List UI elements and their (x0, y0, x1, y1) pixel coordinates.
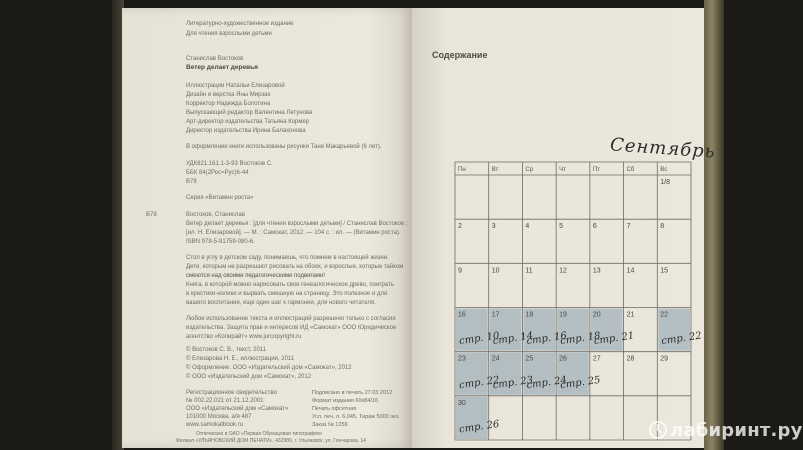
copyright-line: © ООО «Издательский дом «Самокат», 2012 (186, 374, 312, 380)
book-title: Ветер делает деревья (186, 64, 258, 71)
calendar-day-number: 26 (559, 355, 567, 363)
blurb-line: в крестики-нолики и вырвать смешную на страницу. Это полезное и для (186, 291, 388, 297)
print-info-line: Формат издания 60х84/16 (312, 398, 379, 404)
watermark-text: лабиринт.ру (670, 420, 803, 441)
calendar-handwritten-note: стр. 16 (525, 330, 568, 348)
calendar-day-number: 24 (491, 355, 500, 363)
copyright-line: © Оформление. ООО «Издательский дом «Самокат», 2012 (186, 365, 352, 371)
calendar-day-number: 1/8 (660, 179, 671, 186)
calendar-day-number: 3 (491, 223, 496, 231)
calendar-day-number: 5 (559, 223, 564, 231)
registration-line: № 002.22.021 от 21.12.2001 (186, 398, 264, 404)
calendar-weekday-label: Ср (525, 167, 534, 173)
calendar-day-number: 25 (525, 355, 534, 363)
blurb-line: Стол в углу в детском саду, понимаешь, что помнем в настоящей жизни. (186, 255, 389, 261)
calendar-weekday-label: Чт (559, 167, 566, 173)
calendar-handwritten-note: стр. 10 (458, 330, 501, 348)
rights-line: агентство «Копирайт» www.jurcopyright.ru (186, 334, 302, 340)
calendar-day-number: 22 (660, 311, 669, 319)
credit-line: Иллюстрации Натальи Елизаровой (186, 83, 285, 89)
calendar-handwritten-note: стр. 18 (559, 330, 602, 348)
credit-line: Выпускающий редактор Валентина Летунова (186, 110, 313, 116)
calendar-day-number: 2 (458, 223, 462, 231)
calendar-grid (455, 162, 703, 440)
print-info-line: Заказ № 1259 (312, 422, 348, 428)
calendar-handwritten-note: стр. 23 (492, 374, 534, 392)
header-line: Литературно-художественное издание (186, 21, 294, 27)
calendar-weekday-label: Вс (660, 167, 668, 173)
credit-line: Дизайн и верстка Яны Мирзах (186, 92, 271, 98)
print-info-line: Подписано в печать 27.03.2012 (312, 390, 393, 396)
registration-line: 101000 Москва, а/я 487 (186, 414, 252, 420)
catalog-line: Востоков, Станислав (186, 212, 245, 218)
registration-line: ООО «Издательский дом «Самокат» (186, 406, 289, 412)
calendar-day-number: 18 (525, 311, 534, 319)
catalog-line: Ветер делает деревья : [для чтения взрослыми детьми] / Станислав Востоков ; (186, 221, 408, 227)
blurb-line: смеются над своими педагогическими подвигами! (186, 273, 326, 279)
calendar-handwritten-note: стр. 26 (458, 418, 501, 436)
calendar-day-number: 15 (660, 267, 669, 275)
calendar-handwritten-note: стр. 21 (593, 330, 635, 348)
blurb-line: вашего воспитания, еще один шаг к гармонии, для нового читателя. (186, 300, 376, 306)
print-info-line: Печать офсетная (312, 406, 357, 412)
calendar-handwritten-note: стр. 22 (458, 374, 501, 392)
classification-code: УДК821.161.1-3-93 Востоков С. (186, 161, 273, 167)
calendar-svg (455, 162, 703, 440)
rights-line: Любое использование текста и иллюстраций разрешено только с согласия (186, 316, 396, 322)
calendar-handwritten-note: стр. 24 (525, 374, 568, 392)
calendar-day-number: 30 (458, 399, 466, 407)
calendar-weekday-label: Пт (592, 167, 600, 173)
registration-line: Регистрационное свидетельство (186, 390, 277, 396)
calendar-day-number: 6 (592, 223, 597, 231)
copyright-line: © Елизарова Н. Е., иллюстрации, 2011 (186, 356, 295, 362)
calendar-day-number: 7 (626, 223, 631, 231)
header-line: Для чтения взрослыми детьми (186, 31, 272, 37)
calendar-weekday-label: Пн (458, 167, 466, 173)
calendar-day-number: 14 (626, 267, 635, 275)
calendar-day-number: 28 (626, 355, 635, 363)
imprint-page (122, 8, 412, 448)
credit-line: Арт-директор издательства Татьяна Кормер (186, 119, 310, 125)
classification-code: В78 (186, 179, 197, 185)
calendar-month-title: Сентябрь (609, 134, 717, 163)
calendar-day-number: 17 (491, 311, 500, 319)
credits-note: В оформлении книги использованы рисунки Тани Макарьевой (6 лет). (186, 144, 382, 150)
calendar-day-number: 4 (525, 223, 530, 231)
calendar-day-number: 12 (559, 267, 567, 275)
credit-line: Директор издательства Ирина Балахонова (186, 128, 306, 134)
blurb-line: Дети, которым не разрешают рисовать на обоях, и взрослые, которые тайком (186, 264, 404, 270)
classification-code: ББК 84(2Рос=Рус)6-44 (186, 170, 249, 176)
series-name: Серия «Витамин роста» (186, 195, 254, 201)
blurb-line: Книга, в которой можно нарисовать свое генеалогическое древо, поиграть (186, 282, 394, 288)
print-info-line: Усл. печ. л. 6,045. Тираж 5000 экз. (312, 414, 400, 420)
calendar-day-number: 19 (559, 311, 567, 319)
calendar-weekday-label: Вт (491, 167, 499, 173)
calendar-day-number: 23 (458, 355, 466, 363)
calendar-handwritten-note: стр. 14 (492, 330, 534, 348)
catalog-line: ISBN 978-5-91759-080-6. (186, 239, 255, 245)
calendar-day-number: 8 (660, 223, 665, 231)
catalog-index: В78 (146, 212, 157, 218)
calendar-day-number: 13 (592, 267, 601, 275)
calendar-day-number: 16 (458, 311, 466, 319)
contents-heading: Содержание (432, 50, 488, 60)
printer-line: Отпечатано в ОАО «Первая Образцовая типография» (196, 431, 323, 437)
calendar-day-number: 11 (525, 267, 533, 275)
labirint-logo-icon (648, 420, 668, 440)
calendar-day-number: 21 (626, 311, 635, 319)
book-spine-edge (704, 0, 724, 450)
catalog-line: [ил. Н. Елизаровой]. — М. : Самокат, 2012. — 104 с. : ил. — (Витамин роста). (186, 230, 401, 236)
calendar-day-number: 20 (592, 311, 601, 319)
registration-line: www.samokatbook.ru (186, 422, 244, 428)
calendar-day-number: 27 (592, 355, 601, 363)
calendar-handwritten-note: стр. 25 (559, 374, 602, 392)
copyright-line: © Востоков С. В., текст, 2011 (186, 347, 267, 353)
credit-line: Корректор Надежда Болотина (186, 101, 271, 107)
calendar-day-number: 29 (660, 355, 669, 363)
calendar-weekday-label: Сб (626, 167, 635, 173)
rights-line: издательства. Защита прав и интересов ИД «Самокат» ООО Юридическое (186, 325, 397, 331)
calendar-day-number: 10 (491, 267, 500, 275)
printer-line: Филиал «УЛЬЯНОВСКИЙ ДОМ ПЕЧАТИ», 432980, г. Ульяновск, ул. Гончарова, 14 (176, 438, 366, 444)
calendar-handwritten-note: стр. 22 (660, 330, 703, 348)
author-name: Станислав Востоков (186, 56, 244, 62)
calendar-day-number: 9 (458, 267, 462, 275)
